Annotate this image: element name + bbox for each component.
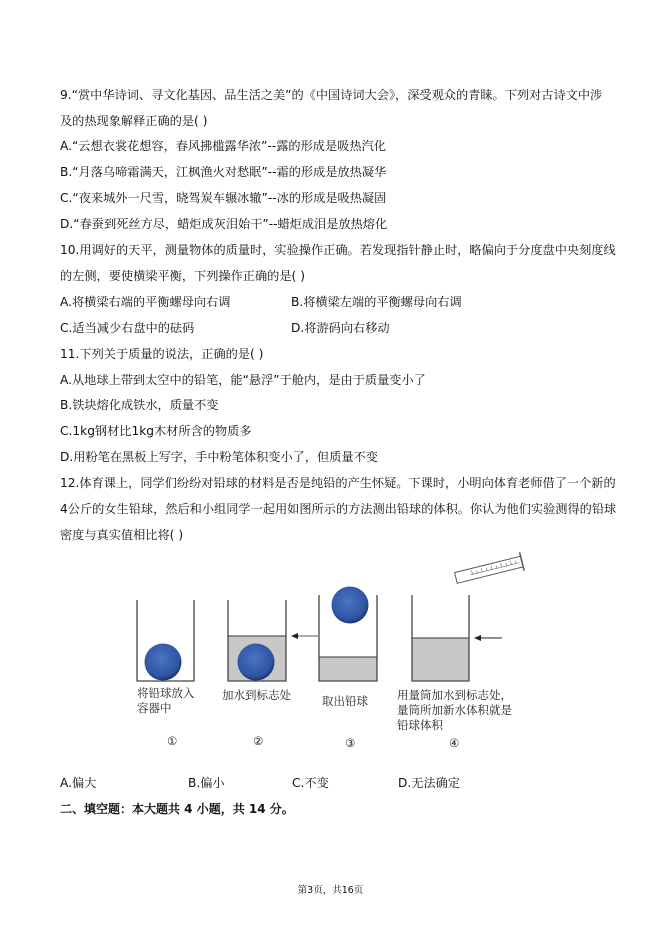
step4-label-line1: 用量筒加水到标志处， <box>397 688 512 702</box>
lead-ball <box>238 644 275 681</box>
beaker-step2 <box>228 600 286 681</box>
arrow-icon <box>474 635 502 641</box>
q9-option-b: B.“月落乌啼霜满天，江枫渔火对愁眠”--霜的形成是放热凝华 <box>60 165 387 179</box>
q12-option-b: B.偏小 <box>188 776 225 790</box>
q12-stem-line1: 12.体育课上，同学们纷纷对铅球的材料是否是纯铅的产生怀疑。下课时，小明向体育老师借了一个新的 <box>60 476 616 490</box>
q11-option-a: A.从地球上带到太空中的铅笔，能“悬浮”于舱内，是由于质量变小了 <box>60 373 426 387</box>
q10-option-a: A.将横梁右端的平衡螺母向右调 <box>60 295 231 309</box>
lead-ball <box>145 644 182 681</box>
step3-number: ③ <box>345 736 356 750</box>
q12-option-a: A.偏大 <box>60 776 97 790</box>
step1-number: ① <box>167 734 178 748</box>
arrow-icon <box>291 633 318 639</box>
q9-option-c: C.“夜来城外一尺雪，晓驾炭车辗冰辙”--冰的形成是吸热凝固 <box>60 191 387 205</box>
step4-label-line3: 铅球体积 <box>397 718 443 732</box>
beaker-step4 <box>412 595 469 681</box>
step2-label: 加水到标志处 <box>222 688 291 702</box>
q10-stem-line1: 10.用调好的天平，测量物体的质量时，实验操作正确。若发现指针静止时，略偏向于分度盘中央刻度线 <box>60 243 616 257</box>
q11-option-b: B.铁块熔化成铁水，质量不变 <box>60 398 219 412</box>
step3-label: 取出铅球 <box>322 694 368 708</box>
graduated-cylinder-icon <box>454 552 525 587</box>
page-footer: 第3页，共16页 <box>297 885 364 896</box>
lead-ball <box>332 587 369 624</box>
step4-number: ④ <box>449 736 460 750</box>
q12-stem-line2: 4公斤的女生铅球，然后和小组同学一起用如图所示的方法测出铅球的体积。你认为他们实验测得的铅球 <box>60 502 617 516</box>
step1-label-line1: 将铅球放入 <box>137 686 195 700</box>
q12-stem-line3: 密度与真实值相比将( ) <box>60 528 184 542</box>
q10-stem-line2: 的左侧，要使横梁平衡，下列操作正确的是( ) <box>60 269 305 283</box>
section-heading: 二、填空题：本大题共 4 小题，共 14 分。 <box>60 802 294 816</box>
step2-number: ② <box>253 734 264 748</box>
q10-option-c: C.适当减少右盘中的砝码 <box>60 321 195 335</box>
beaker-step1 <box>137 600 194 681</box>
q11-option-d: D.用粉笔在黑板上写字，手中粉笔体积变小了，但质量不变 <box>60 450 378 464</box>
q12-option-d: D.无法确定 <box>398 776 461 790</box>
q9-option-d: D.“春蚕到死丝方尽，蜡炬成灰泪始干”--蜡炬成泪是放热熔化 <box>60 217 388 231</box>
step1-label-line2: 容器中 <box>137 701 172 715</box>
q9-option-a: A.“云想衣裳花想容，春风拂槛露华浓”--露的形成是吸热汽化 <box>60 139 386 153</box>
q9-stem-line1: 9.“赏中华诗词、寻文化基因、品生活之美”的《中国诗词大会》，深受观众的青睐。下列对古诗文中涉 <box>60 88 603 102</box>
q11-stem: 11.下列关于质量的说法，正确的是( ) <box>60 347 264 361</box>
q11-option-c: C.1kg钢材比1kg木材所含的物质多 <box>60 424 252 438</box>
step4-label-line2: 量筒所加新水体积就是 <box>397 703 512 717</box>
beaker-step3 <box>319 587 377 682</box>
q12-option-c: C.不变 <box>292 776 329 790</box>
q10-option-d: D.将游码向右移动 <box>291 321 390 335</box>
q10-option-b: B.将横梁左端的平衡螺母向右调 <box>291 295 462 309</box>
q9-stem-line2: 及的热现象解释正确的是( ) <box>60 114 208 128</box>
